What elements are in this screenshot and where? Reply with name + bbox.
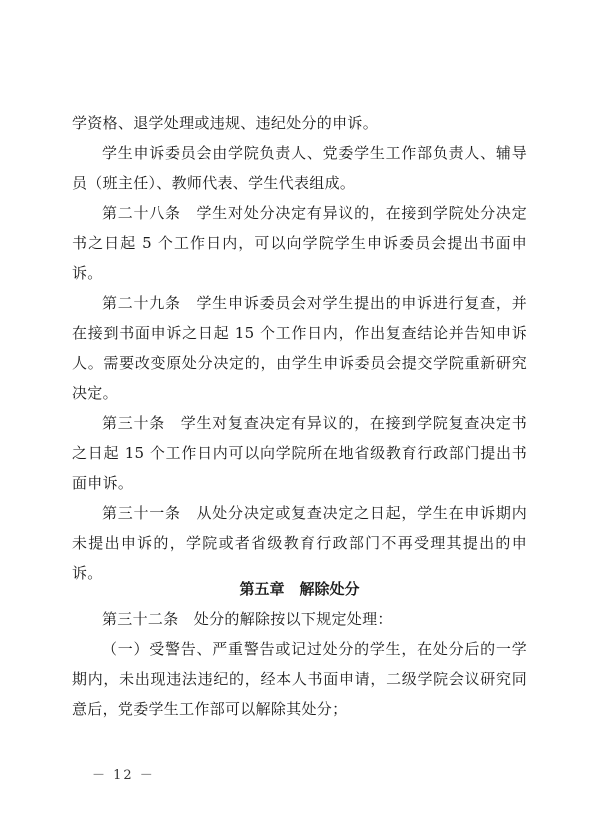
paragraph-article-31: 第三十一条 从处分决定或复查决定之日起，学生在申诉期内未提出申诉的，学院或者省级教育行政部门不再受理其提出的申诉。: [72, 504, 527, 582]
paragraph-article-32: 第三十二条 处分的解除按以下规定处理：: [102, 610, 393, 628]
paragraph-article-29: 第二十九条 学生申诉委员会对学生提出的申诉进行复查，并在接到书面申诉之日起 15 个工作日内，作出复查结论并告知申诉人。需要改变原处分决定的，由学生申诉委员会提交学院重新研究决定。: [72, 294, 527, 402]
paragraph-item-1: （一）受警告、严重警告或记过处分的学生，在处分后的一学期内，未出现违法违纪的，经本人书面申请，二级学院会议研究同意后，党委学生工作部可以解除其处分；: [72, 640, 527, 718]
chapter-heading: 第五章 解除处分: [239, 580, 360, 598]
paragraph-article-30: 第三十条 学生对复查决定有异议的，在接到学院复查决定书之日起 15 个工作日内可以向学院所在地省级教育行政部门提出书面申诉。: [72, 414, 527, 492]
page-number: － 12 －: [92, 768, 155, 783]
paragraph-committee-composition: 学生申诉委员会由学院负责人、党委学生工作部负责人、辅导员（班主任）、教师代表、学生代表组成。: [72, 144, 527, 192]
paragraph-article-28: 第二十八条 学生对处分决定有异议的，在接到学院处分决定书之日起 5 个工作日内，可以向学院学生申诉委员会提出书面申诉。: [72, 204, 527, 282]
paragraph-appeal-scope: 学资格、退学处理或违规、违纪处分的申诉。: [72, 114, 379, 132]
